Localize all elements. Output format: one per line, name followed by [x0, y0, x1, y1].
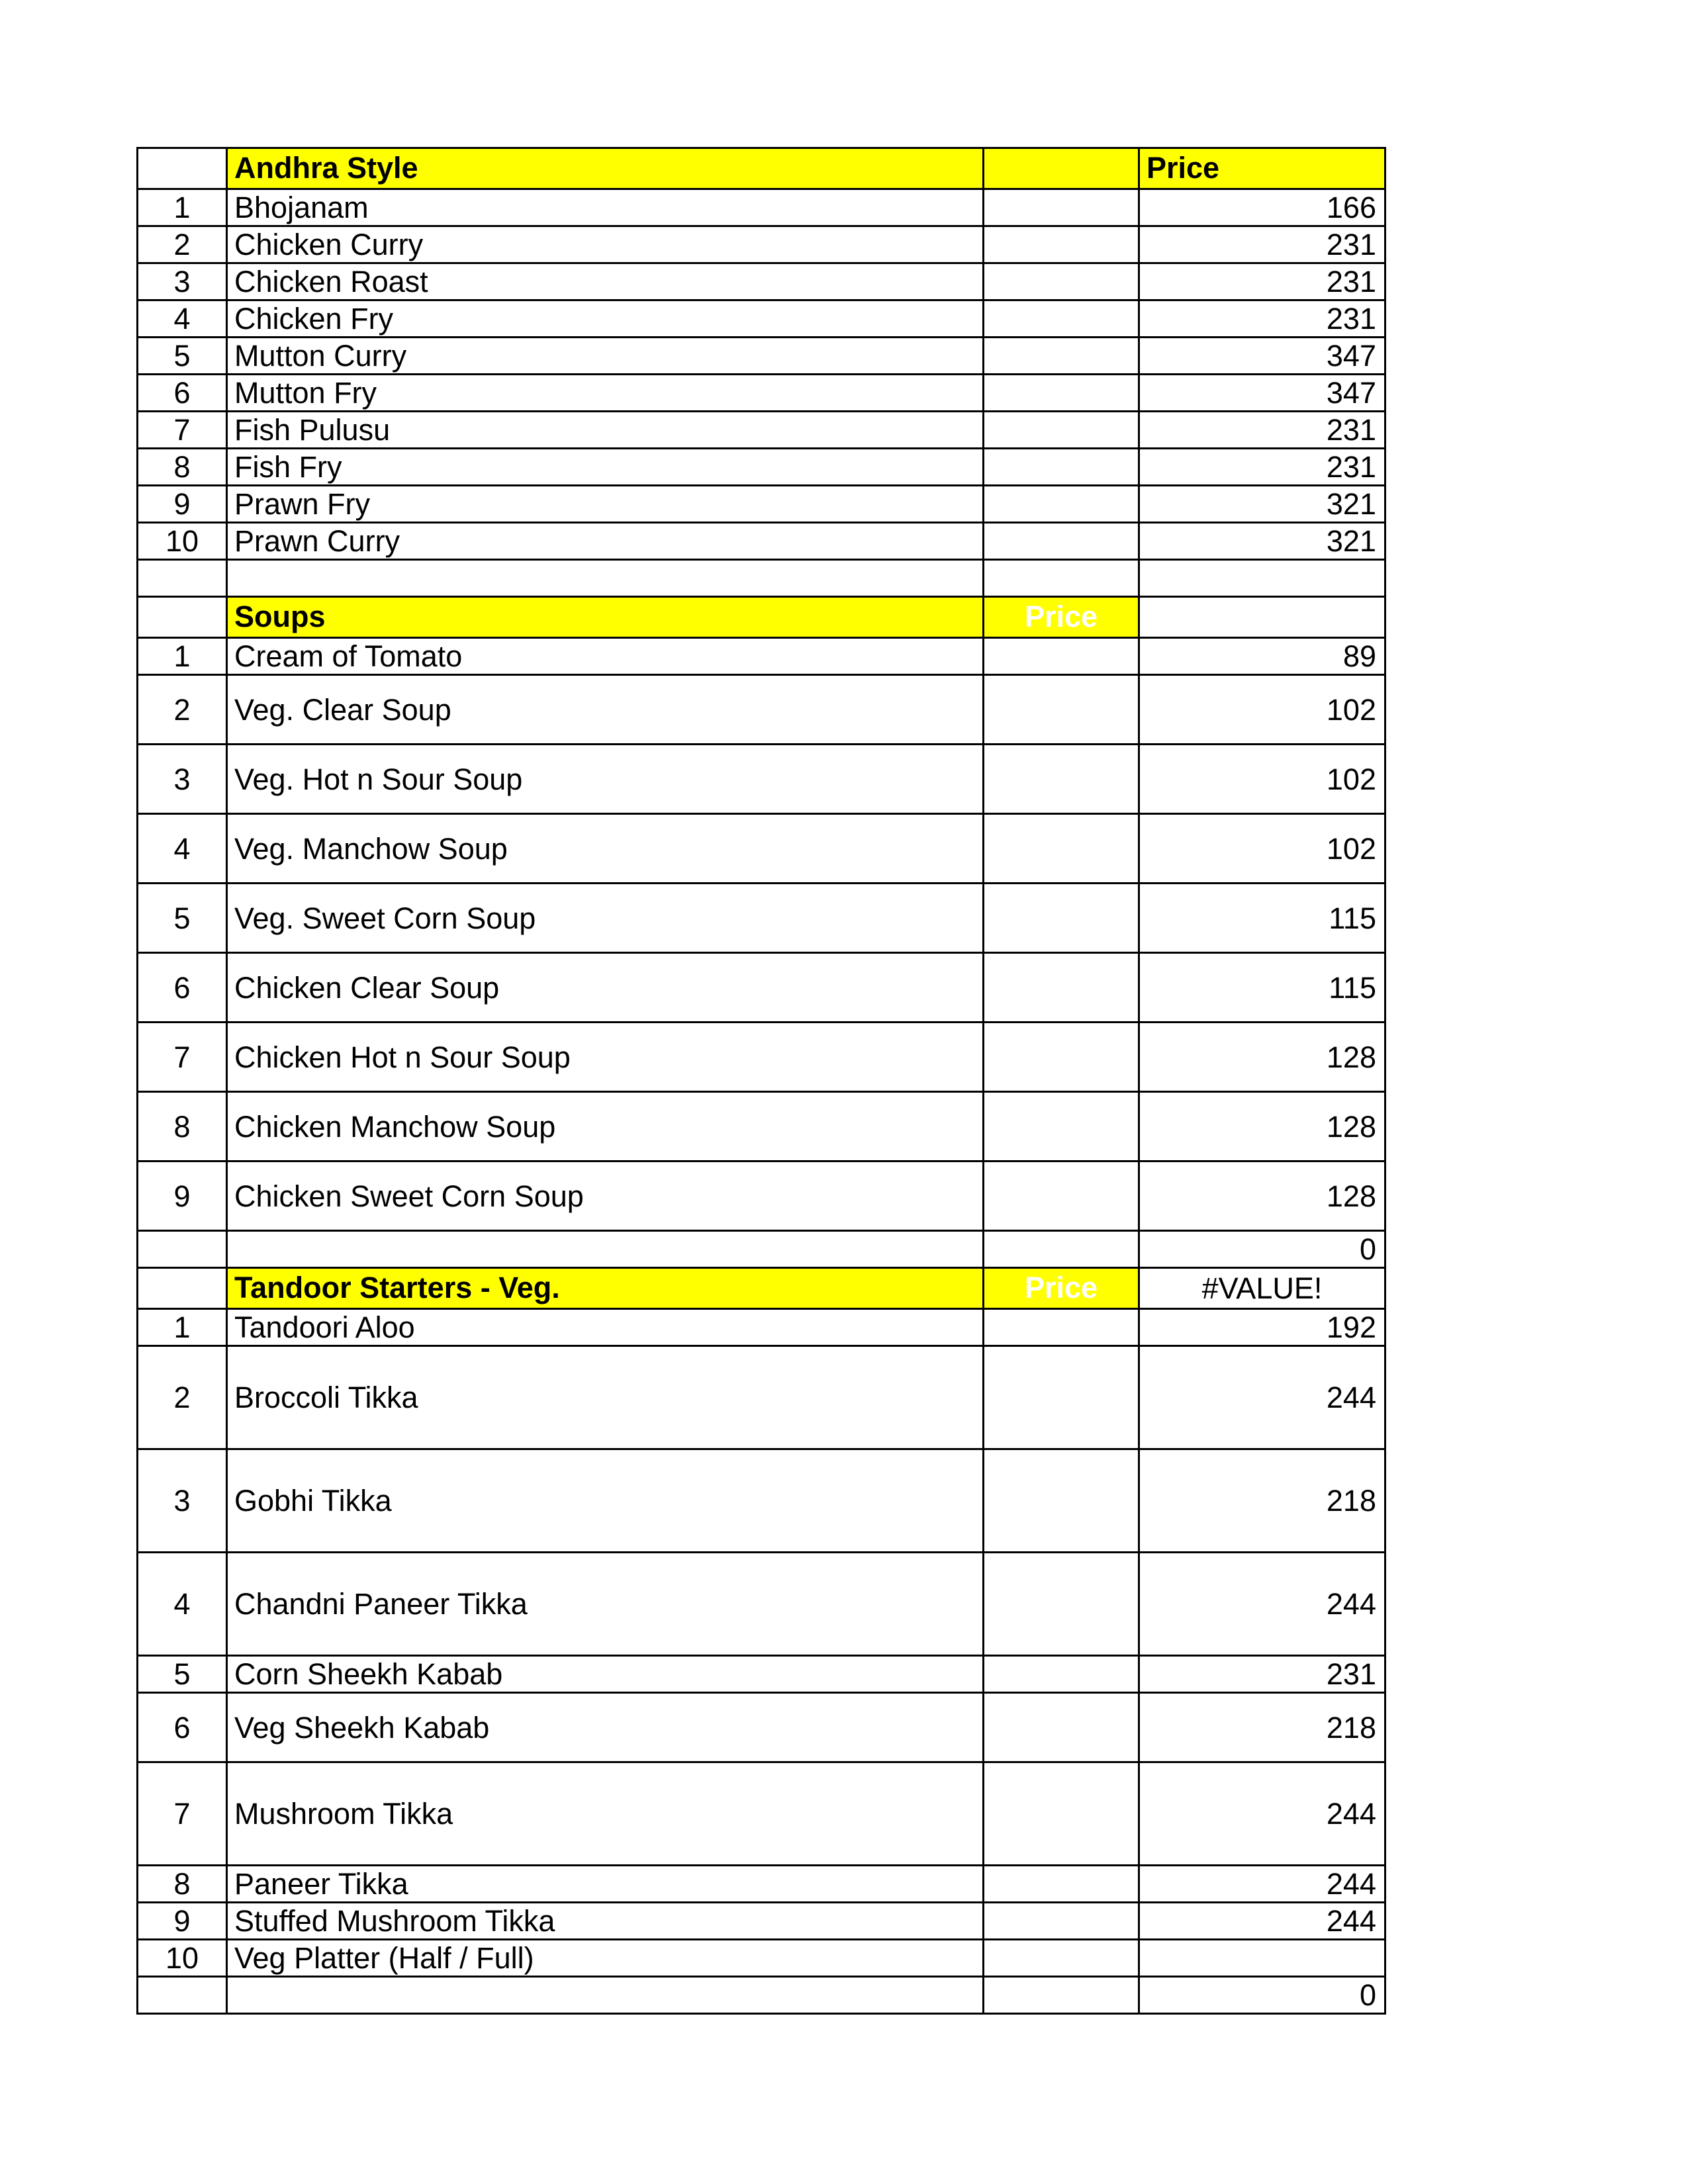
item-price[interactable]: 321: [1139, 486, 1385, 523]
item-number[interactable]: 9: [138, 1161, 227, 1231]
cell-blank[interactable]: [984, 338, 1139, 375]
cell-blank[interactable]: [984, 1309, 1139, 1346]
item-price[interactable]: 192: [1139, 1309, 1385, 1346]
item-price[interactable]: 244: [1139, 1903, 1385, 1940]
item-name[interactable]: Broccoli Tikka: [227, 1346, 984, 1449]
cell-blank[interactable]: [227, 560, 984, 597]
section-header-tandoor: [138, 1268, 1385, 1309]
table-row: [138, 884, 1385, 953]
section-title[interactable]: Soups: [227, 597, 984, 638]
cell-blank[interactable]: [984, 1553, 1139, 1656]
item-price[interactable]: 89: [1139, 638, 1385, 675]
cell-blank[interactable]: [227, 1231, 984, 1268]
item-name[interactable]: Chandni Paneer Tikka: [227, 1553, 984, 1656]
cell-blank[interactable]: [984, 523, 1139, 560]
item-price[interactable]: 231: [1139, 412, 1385, 449]
table-row: [138, 300, 1385, 338]
table-row: [138, 1023, 1385, 1092]
item-price[interactable]: 102: [1139, 814, 1385, 884]
cell-blank[interactable]: [138, 597, 227, 638]
item-number[interactable]: 4: [138, 300, 227, 338]
table-row: [138, 1346, 1385, 1449]
item-name[interactable]: Chicken Hot n Sour Soup: [227, 1023, 984, 1092]
item-name[interactable]: Veg. Manchow Soup: [227, 814, 984, 884]
item-name[interactable]: Prawn Fry: [227, 486, 984, 523]
item-number[interactable]: 10: [138, 523, 227, 560]
item-name[interactable]: Fish Fry: [227, 449, 984, 486]
table-row: [138, 523, 1385, 560]
item-number[interactable]: 5: [138, 884, 227, 953]
item-name[interactable]: Chicken Fry: [227, 300, 984, 338]
item-price[interactable]: 231: [1139, 300, 1385, 338]
cell-blank[interactable]: [984, 814, 1139, 884]
item-price[interactable]: 347: [1139, 375, 1385, 412]
item-number[interactable]: 8: [138, 1866, 227, 1903]
cell-blank[interactable]: [984, 745, 1139, 814]
cell-blank[interactable]: [984, 1903, 1139, 1940]
table-row: [138, 1762, 1385, 1866]
item-number[interactable]: 8: [138, 449, 227, 486]
table-row: [138, 1940, 1385, 1977]
item-name[interactable]: Tandoori Aloo: [227, 1309, 984, 1346]
item-price[interactable]: 231: [1139, 226, 1385, 263]
cell-blank[interactable]: [984, 675, 1139, 745]
total-value[interactable]: 0: [1139, 1977, 1385, 2014]
section-header-soups: [138, 597, 1385, 638]
item-price[interactable]: [1139, 1940, 1385, 1977]
item-price[interactable]: 102: [1139, 745, 1385, 814]
item-price[interactable]: 128: [1139, 1092, 1385, 1161]
table-row: [138, 953, 1385, 1023]
item-name[interactable]: Mushroom Tikka: [227, 1762, 984, 1866]
item-price[interactable]: 102: [1139, 675, 1385, 745]
cell-blank[interactable]: [227, 1977, 984, 2014]
item-number[interactable]: 5: [138, 1656, 227, 1693]
price-header-hidden[interactable]: Price: [984, 1268, 1139, 1309]
cell-blank[interactable]: [984, 1977, 1139, 2014]
cell-blank[interactable]: [984, 953, 1139, 1023]
table-row: [138, 1553, 1385, 1656]
table-row: [138, 226, 1385, 263]
item-number[interactable]: 9: [138, 1903, 227, 1940]
item-name[interactable]: Chicken Sweet Corn Soup: [227, 1161, 984, 1231]
cell-blank[interactable]: [984, 263, 1139, 300]
cell-blank[interactable]: [138, 148, 227, 189]
error-value[interactable]: #VALUE!: [1139, 1268, 1385, 1309]
cell-blank[interactable]: [984, 1092, 1139, 1161]
table-row: [138, 189, 1385, 226]
table-row: [138, 745, 1385, 814]
table-row: [138, 1092, 1385, 1161]
item-name[interactable]: Fish Pulusu: [227, 412, 984, 449]
cell-blank[interactable]: [984, 300, 1139, 338]
item-number[interactable]: 7: [138, 412, 227, 449]
cell-blank[interactable]: [138, 560, 227, 597]
item-name[interactable]: Corn Sheekh Kabab: [227, 1656, 984, 1693]
item-number[interactable]: 1: [138, 1309, 227, 1346]
table-row: [138, 263, 1385, 300]
item-name[interactable]: Chicken Roast: [227, 263, 984, 300]
cell-blank[interactable]: [984, 1656, 1139, 1693]
item-price[interactable]: 128: [1139, 1161, 1385, 1231]
total-row: [138, 1977, 1385, 2014]
item-price[interactable]: 218: [1139, 1449, 1385, 1553]
table-row: [138, 675, 1385, 745]
cell-blank[interactable]: [984, 1231, 1139, 1268]
item-price[interactable]: 244: [1139, 1346, 1385, 1449]
item-name[interactable]: Veg. Hot n Sour Soup: [227, 745, 984, 814]
item-name[interactable]: Bhojanam: [227, 189, 984, 226]
table-row: [138, 486, 1385, 523]
cell-blank[interactable]: [138, 1268, 227, 1309]
cell-blank[interactable]: [984, 1940, 1139, 1977]
item-name[interactable]: Chicken Clear Soup: [227, 953, 984, 1023]
item-number[interactable]: 9: [138, 486, 227, 523]
item-number[interactable]: 1: [138, 638, 227, 675]
item-price[interactable]: 347: [1139, 338, 1385, 375]
cell-blank[interactable]: [984, 375, 1139, 412]
section-title[interactable]: Tandoor Starters - Veg.: [227, 1268, 984, 1309]
table-row: [138, 1656, 1385, 1693]
item-price[interactable]: 244: [1139, 1553, 1385, 1656]
item-price[interactable]: 231: [1139, 449, 1385, 486]
cell-blank[interactable]: [984, 1161, 1139, 1231]
item-number[interactable]: 2: [138, 1346, 227, 1449]
item-number[interactable]: 4: [138, 814, 227, 884]
item-number[interactable]: 6: [138, 953, 227, 1023]
item-number[interactable]: 8: [138, 1092, 227, 1161]
item-name[interactable]: Prawn Curry: [227, 523, 984, 560]
price-header[interactable]: Price: [1139, 148, 1385, 189]
table-row: [138, 449, 1385, 486]
cell-blank[interactable]: [984, 560, 1139, 597]
item-number[interactable]: 3: [138, 263, 227, 300]
price-header-hidden[interactable]: Price: [984, 597, 1139, 638]
cell-blank[interactable]: [984, 1762, 1139, 1866]
cell-blank[interactable]: [984, 1866, 1139, 1903]
cell-blank[interactable]: [984, 486, 1139, 523]
cell-blank[interactable]: [984, 1023, 1139, 1092]
cell-blank[interactable]: [984, 449, 1139, 486]
section-title[interactable]: Andhra Style: [227, 148, 984, 189]
cell-blank[interactable]: [984, 148, 1139, 189]
cell-blank[interactable]: [984, 226, 1139, 263]
table-row: [138, 1309, 1385, 1346]
cell-blank[interactable]: [1139, 560, 1385, 597]
item-name[interactable]: Veg Sheekh Kabab: [227, 1693, 984, 1762]
table-row: [138, 375, 1385, 412]
cell-blank[interactable]: [984, 638, 1139, 675]
table-row: [138, 1693, 1385, 1762]
item-price[interactable]: 231: [1139, 263, 1385, 300]
item-name[interactable]: Cream of Tomato: [227, 638, 984, 675]
item-price[interactable]: 218: [1139, 1693, 1385, 1762]
item-number[interactable]: 7: [138, 1762, 227, 1866]
item-number[interactable]: 2: [138, 226, 227, 263]
table-row: [138, 338, 1385, 375]
item-name[interactable]: Stuffed Mushroom Tikka: [227, 1903, 984, 1940]
table-row: [138, 412, 1385, 449]
cell-blank[interactable]: [984, 1346, 1139, 1449]
item-price[interactable]: 321: [1139, 523, 1385, 560]
table-row: [138, 814, 1385, 884]
item-name[interactable]: Veg Platter (Half / Full): [227, 1940, 984, 1977]
item-name[interactable]: Mutton Curry: [227, 338, 984, 375]
empty-row: [138, 560, 1385, 597]
item-name[interactable]: Chicken Curry: [227, 226, 984, 263]
table-row: [138, 638, 1385, 675]
item-price[interactable]: 128: [1139, 1023, 1385, 1092]
cell-blank[interactable]: [138, 1977, 227, 2014]
item-number[interactable]: 2: [138, 675, 227, 745]
cell-blank[interactable]: [138, 1231, 227, 1268]
item-number[interactable]: 4: [138, 1553, 227, 1656]
table-row: [138, 1449, 1385, 1553]
item-number[interactable]: 10: [138, 1940, 227, 1977]
menu-sheet: [136, 147, 1386, 2015]
cell-blank[interactable]: [1139, 597, 1385, 638]
item-number[interactable]: 3: [138, 1449, 227, 1553]
item-number[interactable]: 1: [138, 189, 227, 226]
item-price[interactable]: 166: [1139, 189, 1385, 226]
item-number[interactable]: 5: [138, 338, 227, 375]
item-number[interactable]: 7: [138, 1023, 227, 1092]
cell-blank[interactable]: [984, 189, 1139, 226]
table-row: [138, 1903, 1385, 1940]
item-price[interactable]: 244: [1139, 1762, 1385, 1866]
item-price[interactable]: 115: [1139, 884, 1385, 953]
section-header-andhra: [138, 148, 1385, 189]
item-price[interactable]: 231: [1139, 1656, 1385, 1693]
item-price[interactable]: 244: [1139, 1866, 1385, 1903]
table-row: [138, 1161, 1385, 1231]
item-name[interactable]: Chicken Manchow Soup: [227, 1092, 984, 1161]
table-row: [138, 1866, 1385, 1903]
cell-blank[interactable]: [984, 1449, 1139, 1553]
item-name[interactable]: Mutton Fry: [227, 375, 984, 412]
item-number[interactable]: 6: [138, 375, 227, 412]
total-row: [138, 1231, 1385, 1268]
item-number[interactable]: 3: [138, 745, 227, 814]
item-price[interactable]: 115: [1139, 953, 1385, 1023]
total-value[interactable]: 0: [1139, 1231, 1385, 1268]
cell-blank[interactable]: [984, 884, 1139, 953]
item-name[interactable]: Veg. Sweet Corn Soup: [227, 884, 984, 953]
item-name[interactable]: Veg. Clear Soup: [227, 675, 984, 745]
item-number[interactable]: 6: [138, 1693, 227, 1762]
cell-blank[interactable]: [984, 1693, 1139, 1762]
item-name[interactable]: Gobhi Tikka: [227, 1449, 984, 1553]
item-name[interactable]: Paneer Tikka: [227, 1866, 984, 1903]
cell-blank[interactable]: [984, 412, 1139, 449]
